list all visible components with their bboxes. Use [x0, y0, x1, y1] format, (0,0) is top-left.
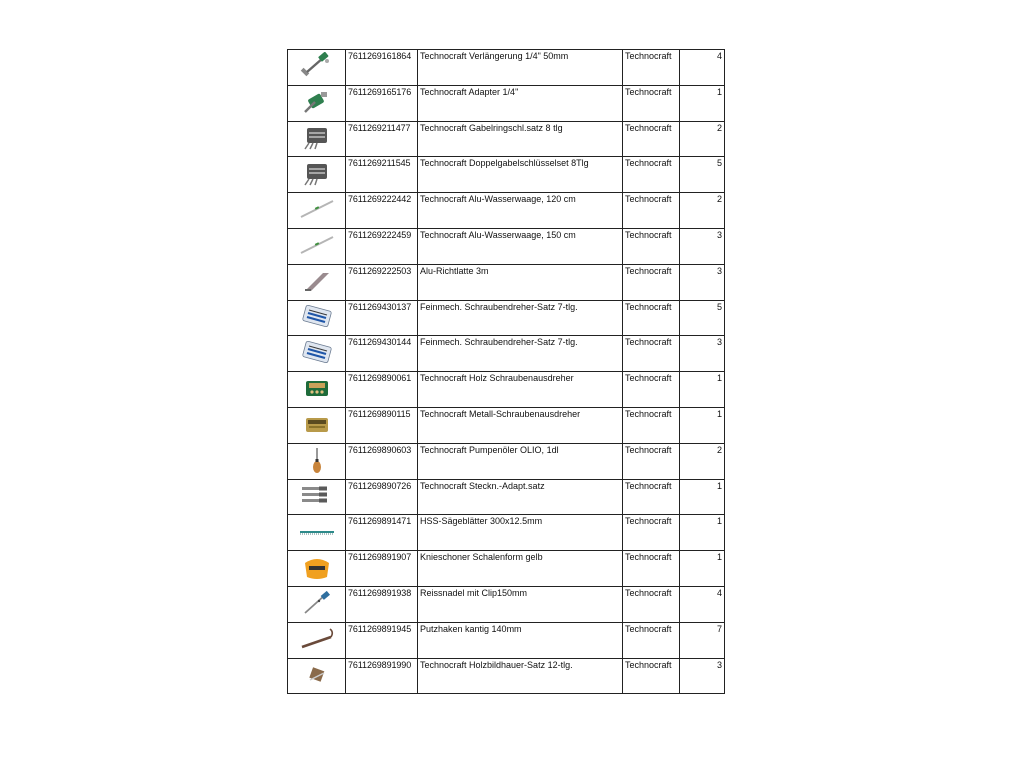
ean-cell: 7611269222442 — [346, 193, 418, 229]
ean-cell: 7611269222503 — [346, 264, 418, 300]
product-image-cell — [288, 85, 346, 121]
brand-cell: Technocraft — [623, 586, 680, 622]
quantity-cell: 1 — [680, 407, 725, 443]
product-image-cell — [288, 622, 346, 658]
table-row — [288, 228, 725, 264]
ean-cell: 7611269211477 — [346, 121, 418, 157]
table-row — [288, 479, 725, 515]
quantity-cell: 1 — [680, 85, 725, 121]
table-row — [288, 50, 725, 86]
table-row — [288, 551, 725, 587]
ean-cell: 7611269890603 — [346, 443, 418, 479]
product-table-body — [288, 50, 725, 694]
description-cell: Technocraft Doppelgabelschlüsselset 8Tlg — [418, 157, 623, 193]
brand-cell: Technocraft — [623, 85, 680, 121]
quantity-cell: 5 — [680, 300, 725, 336]
table-row — [288, 85, 725, 121]
quantity-cell: 4 — [680, 586, 725, 622]
table-row — [288, 264, 725, 300]
description-cell: Technocraft Holz Schraubenausdreher — [418, 372, 623, 408]
ean-cell: 7611269890061 — [346, 372, 418, 408]
product-image-cell — [288, 443, 346, 479]
quantity-cell: 3 — [680, 264, 725, 300]
oil-can-icon — [297, 446, 337, 474]
screwdriver-set-icon — [297, 302, 337, 330]
adapter-icon — [297, 88, 337, 116]
description-cell: Technocraft Adapter 1/4" — [418, 85, 623, 121]
ean-cell: 7611269891938 — [346, 586, 418, 622]
description-cell: Feinmech. Schraubendreher-Satz 7-tlg. — [418, 300, 623, 336]
scriber-icon — [297, 589, 337, 617]
product-image-cell — [288, 193, 346, 229]
product-image-cell — [288, 372, 346, 408]
quantity-cell: 1 — [680, 515, 725, 551]
quantity-cell: 3 — [680, 336, 725, 372]
ean-cell: 7611269891990 — [346, 658, 418, 694]
description-cell: Technocraft Metall-Schraubenausdreher — [418, 407, 623, 443]
spirit-level-icon — [297, 195, 337, 223]
quantity-cell: 1 — [680, 479, 725, 515]
quantity-cell: 3 — [680, 658, 725, 694]
description-cell: HSS-Sägeblätter 300x12.5mm — [418, 515, 623, 551]
table-row — [288, 121, 725, 157]
ean-cell: 7611269890726 — [346, 479, 418, 515]
product-image-cell — [288, 515, 346, 551]
product-image-cell — [288, 336, 346, 372]
table-row — [288, 336, 725, 372]
quantity-cell: 1 — [680, 372, 725, 408]
ean-cell: 7611269891907 — [346, 551, 418, 587]
product-image-cell — [288, 264, 346, 300]
description-cell: Technocraft Alu-Wasserwaage, 150 cm — [418, 228, 623, 264]
description-cell: Alu-Richtlatte 3m — [418, 264, 623, 300]
table-row — [288, 658, 725, 694]
table-row — [288, 586, 725, 622]
ean-cell: 7611269222459 — [346, 228, 418, 264]
brand-cell: Technocraft — [623, 658, 680, 694]
description-cell: Technocraft Gabelringschl.satz 8 tlg — [418, 121, 623, 157]
ean-cell: 7611269161864 — [346, 50, 418, 86]
ean-cell: 7611269891471 — [346, 515, 418, 551]
hook-icon — [297, 625, 337, 653]
quantity-cell: 7 — [680, 622, 725, 658]
quantity-cell: 5 — [680, 157, 725, 193]
ean-cell: 7611269165176 — [346, 85, 418, 121]
brand-cell: Technocraft — [623, 372, 680, 408]
brand-cell: Technocraft — [623, 228, 680, 264]
quantity-cell: 2 — [680, 443, 725, 479]
brand-cell: Technocraft — [623, 336, 680, 372]
description-cell: Putzhaken kantig 140mm — [418, 622, 623, 658]
description-cell: Technocraft Steckn.-Adapt.satz — [418, 479, 623, 515]
socket-adapters-icon — [297, 481, 337, 509]
description-cell: Technocraft Pumpenöler OLIO, 1dl — [418, 443, 623, 479]
table-row — [288, 372, 725, 408]
table-row — [288, 622, 725, 658]
product-image-cell — [288, 50, 346, 86]
quantity-cell: 2 — [680, 193, 725, 229]
ean-cell: 7611269430137 — [346, 300, 418, 336]
wrench-set-icon — [297, 123, 337, 151]
quantity-cell: 4 — [680, 50, 725, 86]
green-case-icon — [297, 374, 337, 402]
straightedge-icon — [297, 267, 337, 295]
product-table-container — [287, 49, 724, 694]
product-image-cell — [288, 121, 346, 157]
table-row — [288, 515, 725, 551]
ean-cell: 7611269891945 — [346, 622, 418, 658]
brand-cell: Technocraft — [623, 157, 680, 193]
quantity-cell: 3 — [680, 228, 725, 264]
quantity-cell: 2 — [680, 121, 725, 157]
carving-set-icon — [297, 660, 337, 688]
brand-cell: Technocraft — [623, 551, 680, 587]
product-image-cell — [288, 479, 346, 515]
brand-cell: Technocraft — [623, 50, 680, 86]
knee-pad-icon — [297, 553, 337, 581]
table-row — [288, 443, 725, 479]
brand-cell: Technocraft — [623, 193, 680, 229]
screwdriver-set-icon — [297, 338, 337, 366]
ean-cell: 7611269211545 — [346, 157, 418, 193]
description-cell: Knieschoner Schalenform gelb — [418, 551, 623, 587]
ean-cell: 7611269430144 — [346, 336, 418, 372]
spirit-level-icon — [297, 231, 337, 259]
description-cell: Reissnadel mit Clip150mm — [418, 586, 623, 622]
saw-blade-icon — [297, 517, 337, 545]
description-cell: Technocraft Alu-Wasserwaage, 120 cm — [418, 193, 623, 229]
brand-cell: Technocraft — [623, 622, 680, 658]
wrench-set-icon — [297, 159, 337, 187]
brand-cell: Technocraft — [623, 443, 680, 479]
description-cell: Technocraft Holzbildhauer-Satz 12-tlg. — [418, 658, 623, 694]
table-row — [288, 193, 725, 229]
table-row — [288, 157, 725, 193]
quantity-cell: 1 — [680, 551, 725, 587]
product-image-cell — [288, 407, 346, 443]
product-image-cell — [288, 551, 346, 587]
table-row — [288, 300, 725, 336]
table-row — [288, 407, 725, 443]
product-table — [287, 49, 725, 694]
brand-cell: Technocraft — [623, 264, 680, 300]
description-cell: Feinmech. Schraubendreher-Satz 7-tlg. — [418, 336, 623, 372]
brand-cell: Technocraft — [623, 515, 680, 551]
extension-bar-icon — [297, 52, 337, 80]
brand-cell: Technocraft — [623, 300, 680, 336]
product-image-cell — [288, 658, 346, 694]
gold-case-icon — [297, 410, 337, 438]
brand-cell: Technocraft — [623, 479, 680, 515]
product-image-cell — [288, 228, 346, 264]
product-image-cell — [288, 586, 346, 622]
brand-cell: Technocraft — [623, 407, 680, 443]
brand-cell: Technocraft — [623, 121, 680, 157]
ean-cell: 7611269890115 — [346, 407, 418, 443]
description-cell: Technocraft Verlängerung 1/4" 50mm — [418, 50, 623, 86]
product-image-cell — [288, 157, 346, 193]
product-image-cell — [288, 300, 346, 336]
